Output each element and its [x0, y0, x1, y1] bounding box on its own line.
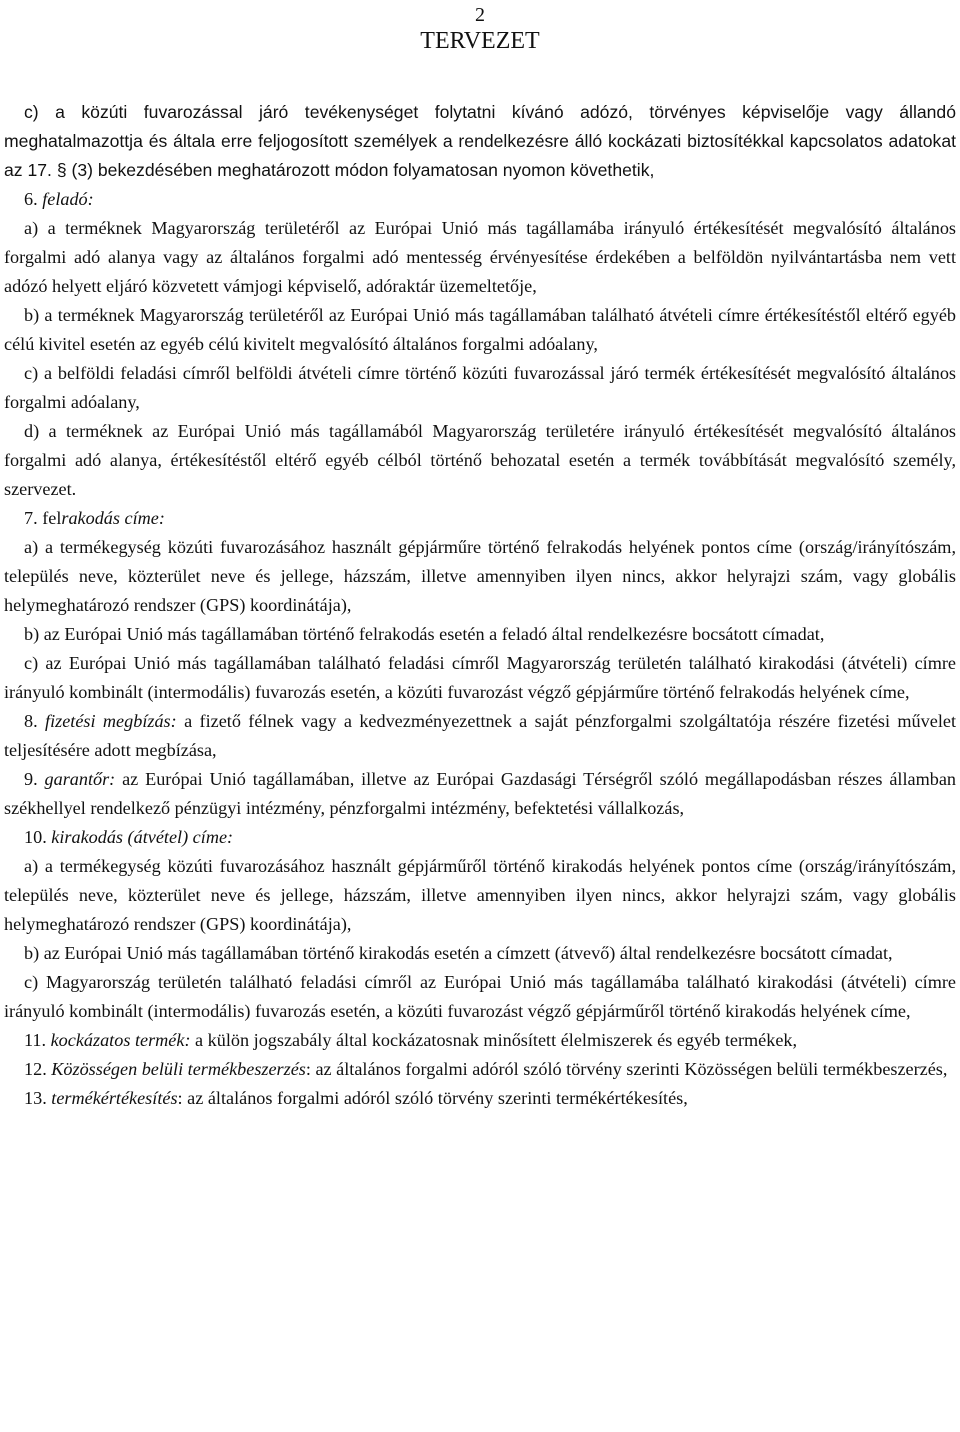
definition-text: : az általános forgalmi adóról szóló törvény szerinti termékértékesítés,: [177, 1088, 688, 1108]
clause-10b: b) az Európai Unió más tagállamában történő kirakodás esetén a címzett (átvevő) által rendelkezésre bocsátott címadat,: [24, 943, 893, 963]
definition-term: garantőr:: [44, 769, 116, 789]
definition-11: [4, 1026, 956, 1055]
clause-7a: a) a termékegység közúti fuvarozásához használt gépjárműre történő felrakodás helyének pontos címe (ország/irányítószám, település neve, közterület neve és jellege, házszám, illetve amennyiben ilyen nincs, akkor helyrajzi szám, vagy globális helymeghatározó rendszer (GPS) koordinátája),: [4, 537, 956, 615]
definition-term: Közösségen belüli termékbeszerzés: [51, 1059, 306, 1079]
definition-number: 10.: [24, 827, 47, 847]
page-number: 2: [475, 4, 485, 26]
definition-term: kirakodás (átvétel) címe:: [51, 827, 234, 847]
definition-number: 12.: [24, 1059, 47, 1079]
clause-7c: c) az Európai Unió más tagállamában található feladási címről Magyarország területén található kirakodási (átvételi) címre irányuló kombinált (intermodális) fuvarozás esetén, a közúti fuvarozást végző gépjárműre történő felrakodás helyének címe,: [4, 653, 956, 702]
clause-10c: c) Magyarország területén található feladási címről az Európai Unió más tagállamába található kirakodási (átvételi) címre irányuló kombinált (intermodális) fuvarozás esetén, a közúti fuvarozást végző gépjárműről történő kirakodás helyének címe,: [4, 972, 956, 1021]
definition-number: 7.: [24, 508, 38, 528]
definition-text: az Európai Unió tagállamában, illetve az Európai Gazdasági Térségről szóló megállapodásban részes államban székhellyel rendelkező pénzügyi intézmény, pénzforgalmi intézmény, befektetési vállalkozás,: [4, 769, 956, 818]
definition-9: [4, 765, 956, 823]
definition-term: fizetési megbízás:: [45, 711, 177, 731]
clause-7b: b) az Európai Unió más tagállamában történő felrakodás esetén a feladó által rendelkezésre bocsátott címadat,: [24, 624, 825, 644]
definition-8: [4, 707, 956, 765]
clause-6b: b) a terméknek Magyarország területéről az Európai Unió más tagállamában található átvételi címre értékesítéstől eltérő egyéb célú kivitel esetén az egyéb célú kivitelt megvalósító általános forgalmi adóalany,: [4, 305, 956, 354]
definition-term: kockázatos termék:: [50, 1030, 191, 1050]
definition-text: a fizető félnek vagy a kedvezményezettnek a saját pénzforgalmi szolgáltatója részére fizetési művelet teljesítésére adott megbízása,: [4, 711, 956, 760]
clause-6c: c) a belföldi feladási címről belföldi átvételi címre történő közúti fuvarozással járó termék értékesítését megvalósító általános forgalmi adóalany,: [4, 363, 956, 412]
clause-10a: a) a termékegység közúti fuvarozásához használt gépjárműről történő kirakodás helyének pontos címe (ország/irányítószám, település neve, közterület neve és jellege, házszám, illetve amennyiben ilyen nincs, akkor helyrajzi szám, vagy globális helymeghatározó rendszer (GPS) koordinátája),: [4, 856, 956, 934]
definition-12: [4, 1055, 956, 1084]
definition-term-prefix: fel: [42, 508, 62, 528]
clause-6a: a) a terméknek Magyarország területéről az Európai Unió más tagállamába irányuló értékesítését megvalósító általános forgalmi adó alanya vagy az általános forgalmi adó mentesség érvényesítése érdekében a belföldön nyilvántartásba nem vett adózó helyett eljáró közvetett vámjogi képviselő, adóraktár üzemeltetője,: [4, 218, 956, 296]
definition-term: termékértékesítés: [51, 1088, 178, 1108]
definition-term: rakodás címe:: [61, 508, 165, 528]
definition-text: : az általános forgalmi adóról szóló törvény szerinti Közösségen belüli termékbeszerzés,: [305, 1059, 948, 1079]
definition-number: 11.: [24, 1030, 47, 1050]
page-header: [4, 0, 956, 56]
definition-13: [4, 1084, 956, 1113]
definition-number: 8.: [24, 711, 38, 731]
clause-6d: d) a terméknek az Európai Unió más tagállamából Magyarország területére irányuló értékesítését megvalósító általános forgalmi adó alanya, értékesítéstől eltérő egyéb célból történő behozatal esetén a termék továbbítását megvalósító személy, szervezet.: [4, 421, 956, 499]
definition-heading-6: [4, 185, 956, 214]
definition-number: 9.: [24, 769, 38, 789]
definition-text: a külön jogszabály által kockázatosnak minősített élelmiszerek és egyéb termékek,: [190, 1030, 798, 1050]
definition-number: 6.: [24, 189, 38, 209]
definition-term: feladó:: [42, 189, 94, 209]
definition-heading-10: [4, 823, 956, 852]
paragraph-c-monitoring: c) a közúti fuvarozással járó tevékenységet folytatni kívánó adózó, törvényes képviselője vagy állandó meghatalmazottja és általa erre feljogosított személyek a rendelkezésre álló kockázati biztosítékkal kapcsolatos adatokat az 17. § (3) bekezdésében meghatározott módon folyamatosan nyomon követhetik,: [4, 102, 956, 180]
definition-heading-7: [4, 504, 956, 533]
document-body: [4, 98, 956, 1113]
definition-number: 13.: [24, 1088, 47, 1108]
document-status-title: TERVEZET: [420, 28, 540, 54]
